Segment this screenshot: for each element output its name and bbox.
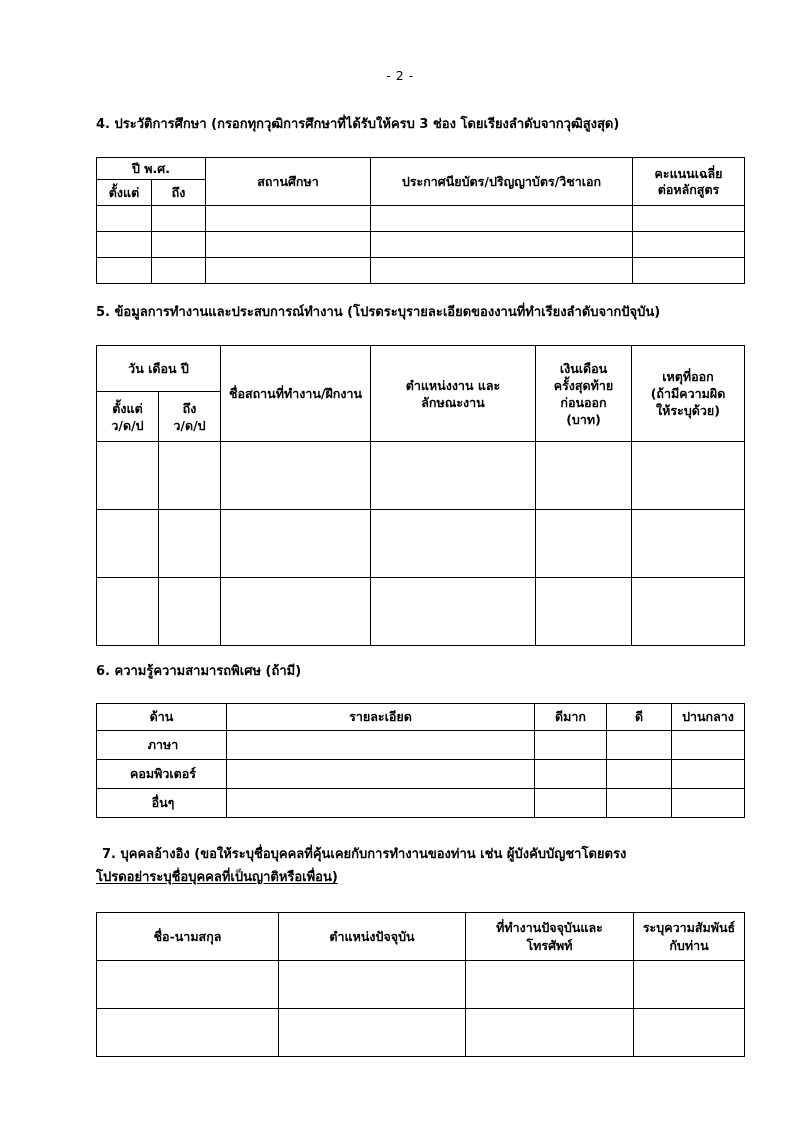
work-cell-date-from[interactable] xyxy=(97,578,159,646)
education-cell-certificate[interactable] xyxy=(371,206,633,232)
work-header-salary xyxy=(536,346,632,442)
skills-cell-area xyxy=(97,760,227,789)
skills-cell-detail[interactable] xyxy=(227,789,535,818)
work-cell-workplace[interactable] xyxy=(221,442,371,510)
work-header-reason-line3: ให้ระบุด้วย) xyxy=(656,403,720,418)
work-cell-salary[interactable] xyxy=(536,510,632,578)
education-cell-certificate[interactable] xyxy=(371,232,633,258)
education-cell-gpa[interactable] xyxy=(633,232,745,258)
work-header-date-from xyxy=(97,392,159,442)
reference-cell-name[interactable] xyxy=(97,961,279,1009)
work-header-salary-line1: เงินเดือน xyxy=(559,360,608,376)
table-row xyxy=(97,1009,745,1057)
work-cell-reason[interactable] xyxy=(632,442,745,510)
education-header-gpa xyxy=(633,158,745,206)
education-header-year-from: ตั้งแต่ xyxy=(97,180,152,206)
reference-cell-relation[interactable] xyxy=(634,961,745,1009)
section-heading-reference-line2: โปรดอย่าระบุชื่อบุคคลที่เป็นญาติหรือเพื่อน) xyxy=(96,870,338,885)
education-cell-year-to[interactable] xyxy=(152,232,206,258)
work-header-salary-line4: (บาท) xyxy=(566,411,601,427)
skills-area-label: อื่นๆ xyxy=(151,795,175,810)
skills-cell-good[interactable] xyxy=(607,760,672,789)
skills-cell-fair[interactable] xyxy=(672,789,745,818)
work-cell-workplace[interactable] xyxy=(221,510,371,578)
education-table xyxy=(96,157,745,284)
table-row xyxy=(97,442,745,510)
work-cell-position[interactable] xyxy=(371,442,536,510)
work-header-position xyxy=(371,346,536,442)
skills-header-excellent: ดีมาก xyxy=(535,704,607,731)
education-cell-year-from[interactable] xyxy=(97,258,152,284)
work-cell-position[interactable] xyxy=(371,510,536,578)
education-header-year-to: ถึง xyxy=(152,180,206,206)
education-cell-certificate[interactable] xyxy=(371,258,633,284)
skills-cell-excellent[interactable] xyxy=(535,760,607,789)
work-cell-date-to[interactable] xyxy=(159,578,221,646)
skills-cell-area xyxy=(97,789,227,818)
work-cell-salary[interactable] xyxy=(536,442,632,510)
education-header-gpa-line1: คะแนนเฉลี่ย xyxy=(654,165,723,181)
work-header-row-top xyxy=(97,346,745,392)
skills-header-good: ดี xyxy=(607,704,672,731)
work-header-salary-line2: ครั้งสุดท้าย xyxy=(553,377,614,393)
education-cell-institution[interactable] xyxy=(206,232,371,258)
work-header-workplace: ชื่อสถานที่ทำงาน/ฝึกงาน xyxy=(221,346,371,442)
education-cell-gpa[interactable] xyxy=(633,206,745,232)
skills-cell-good[interactable] xyxy=(607,789,672,818)
reference-cell-name[interactable] xyxy=(97,1009,279,1057)
skills-cell-detail[interactable] xyxy=(227,760,535,789)
reference-cell-relation[interactable] xyxy=(634,1009,745,1057)
reference-cell-position[interactable] xyxy=(279,1009,466,1057)
reference-header-relation xyxy=(634,913,745,961)
table-row xyxy=(97,232,745,258)
work-header-date-to-line2: ว/ด/ป xyxy=(173,417,206,433)
skills-cell-excellent[interactable] xyxy=(535,789,607,818)
skills-area-label: ภาษา xyxy=(147,737,179,752)
work-header-date-to-line1: ถึง xyxy=(182,400,197,416)
table-row xyxy=(97,731,745,760)
reference-table xyxy=(96,912,745,1057)
skills-header-detail: รายละเอียด xyxy=(227,704,535,731)
work-header-date-from-line1: ตั้งแต่ xyxy=(112,400,143,416)
table-row xyxy=(97,760,745,789)
reference-cell-workplace[interactable] xyxy=(466,1009,634,1057)
reference-header-relation-line1: ระบุความสัมพันธ์ xyxy=(642,919,736,935)
reference-header-workplace-line1: ที่ทำงานปัจจุบันและ xyxy=(496,919,603,935)
work-header-reason-line2: (ถ้ามีความผิด xyxy=(650,386,726,401)
work-header-salary-line3: ก่อนออก xyxy=(560,394,607,410)
work-cell-date-from[interactable] xyxy=(97,442,159,510)
skills-header-fair: ปานกลาง xyxy=(672,704,745,731)
work-header-date-group: วัน เดือน ปี xyxy=(97,346,221,392)
work-header-position-line1: ตำแหน่งงาน และ xyxy=(405,377,501,393)
section-heading-skills: 6. ความรู้ความสามารถพิเศษ (ถ้ามี) xyxy=(96,664,302,679)
education-cell-year-from[interactable] xyxy=(97,206,152,232)
work-cell-reason[interactable] xyxy=(632,510,745,578)
education-cell-year-to[interactable] xyxy=(152,258,206,284)
work-cell-date-from[interactable] xyxy=(97,510,159,578)
work-cell-workplace[interactable] xyxy=(221,578,371,646)
skills-cell-good[interactable] xyxy=(607,731,672,760)
skills-cell-detail[interactable] xyxy=(227,731,535,760)
work-header-date-from-line2: ว/ด/ป xyxy=(111,417,144,433)
special-skills-table xyxy=(96,703,745,818)
skills-cell-area xyxy=(97,731,227,760)
education-cell-institution[interactable] xyxy=(206,258,371,284)
work-header-reason-line1: เหตุที่ออก xyxy=(662,369,714,384)
table-row xyxy=(97,206,745,232)
table-row xyxy=(97,789,745,818)
reference-header-workplace xyxy=(466,913,634,961)
work-header-date-to xyxy=(159,392,221,442)
page-number: - 2 - xyxy=(386,68,414,83)
education-cell-year-from[interactable] xyxy=(97,232,152,258)
reference-cell-position[interactable] xyxy=(279,961,466,1009)
education-header-year-group: ปี พ.ศ. xyxy=(97,158,206,180)
work-cell-date-to[interactable] xyxy=(159,510,221,578)
work-experience-table xyxy=(96,345,745,646)
education-cell-gpa[interactable] xyxy=(633,258,745,284)
reference-header-position: ตำแหน่งปัจจุบัน xyxy=(279,913,466,961)
section-heading-education: 4. ประวัติการศึกษา (กรอกทุกวุฒิการศึกษาที่ได้รับให้ครบ 3 ช่อง โดยเรียงลำดับจากวุฒิสูงสุด) xyxy=(96,117,620,132)
reference-header-row xyxy=(97,913,745,961)
reference-header-name: ชื่อ-นามสกุล xyxy=(97,913,279,961)
skills-area-label: คอมพิวเตอร์ xyxy=(130,766,196,781)
reference-header-workplace-line2: โทรศัพท์ xyxy=(526,937,573,953)
work-header-reason xyxy=(632,346,745,442)
table-row xyxy=(97,258,745,284)
work-header-position-line2: ลักษณะงาน xyxy=(421,394,485,410)
reference-header-relation-line2: กับท่าน xyxy=(669,937,709,953)
education-header-certificate: ประกาศนียบัตร/ปริญญาบัตร/วิชาเอก xyxy=(371,158,633,206)
table-row xyxy=(97,578,745,646)
reference-cell-workplace[interactable] xyxy=(466,961,634,1009)
skills-header-row xyxy=(97,704,745,731)
skills-cell-fair[interactable] xyxy=(672,731,745,760)
work-cell-reason[interactable] xyxy=(632,578,745,646)
skills-cell-excellent[interactable] xyxy=(535,731,607,760)
section-heading-work: 5. ข้อมูลการทำงานและประสบการณ์ทำงาน (โปรดระบุรายละเอียดของงานที่ทำเรียงลำดับจากปัจุบัน) xyxy=(96,305,661,320)
education-cell-institution[interactable] xyxy=(206,206,371,232)
education-header-row-top xyxy=(97,158,745,180)
table-row xyxy=(97,510,745,578)
table-row xyxy=(97,961,745,1009)
skills-cell-fair[interactable] xyxy=(672,760,745,789)
education-cell-year-to[interactable] xyxy=(152,206,206,232)
education-header-gpa-line2: ต่อหลักสูตร xyxy=(657,181,720,197)
education-header-institution: สถานศึกษา xyxy=(206,158,371,206)
skills-header-area: ด้าน xyxy=(97,704,227,731)
work-cell-salary[interactable] xyxy=(536,578,632,646)
work-cell-position[interactable] xyxy=(371,578,536,646)
work-cell-date-to[interactable] xyxy=(159,442,221,510)
section-heading-reference-line1: 7. บุคคลอ้างอิง (ขอให้ระบุชื่อบุคคลที่คุ้นเคยกับการทำงานของท่าน เช่น ผู้บังคับบัญชาโดยตรง xyxy=(102,847,627,862)
